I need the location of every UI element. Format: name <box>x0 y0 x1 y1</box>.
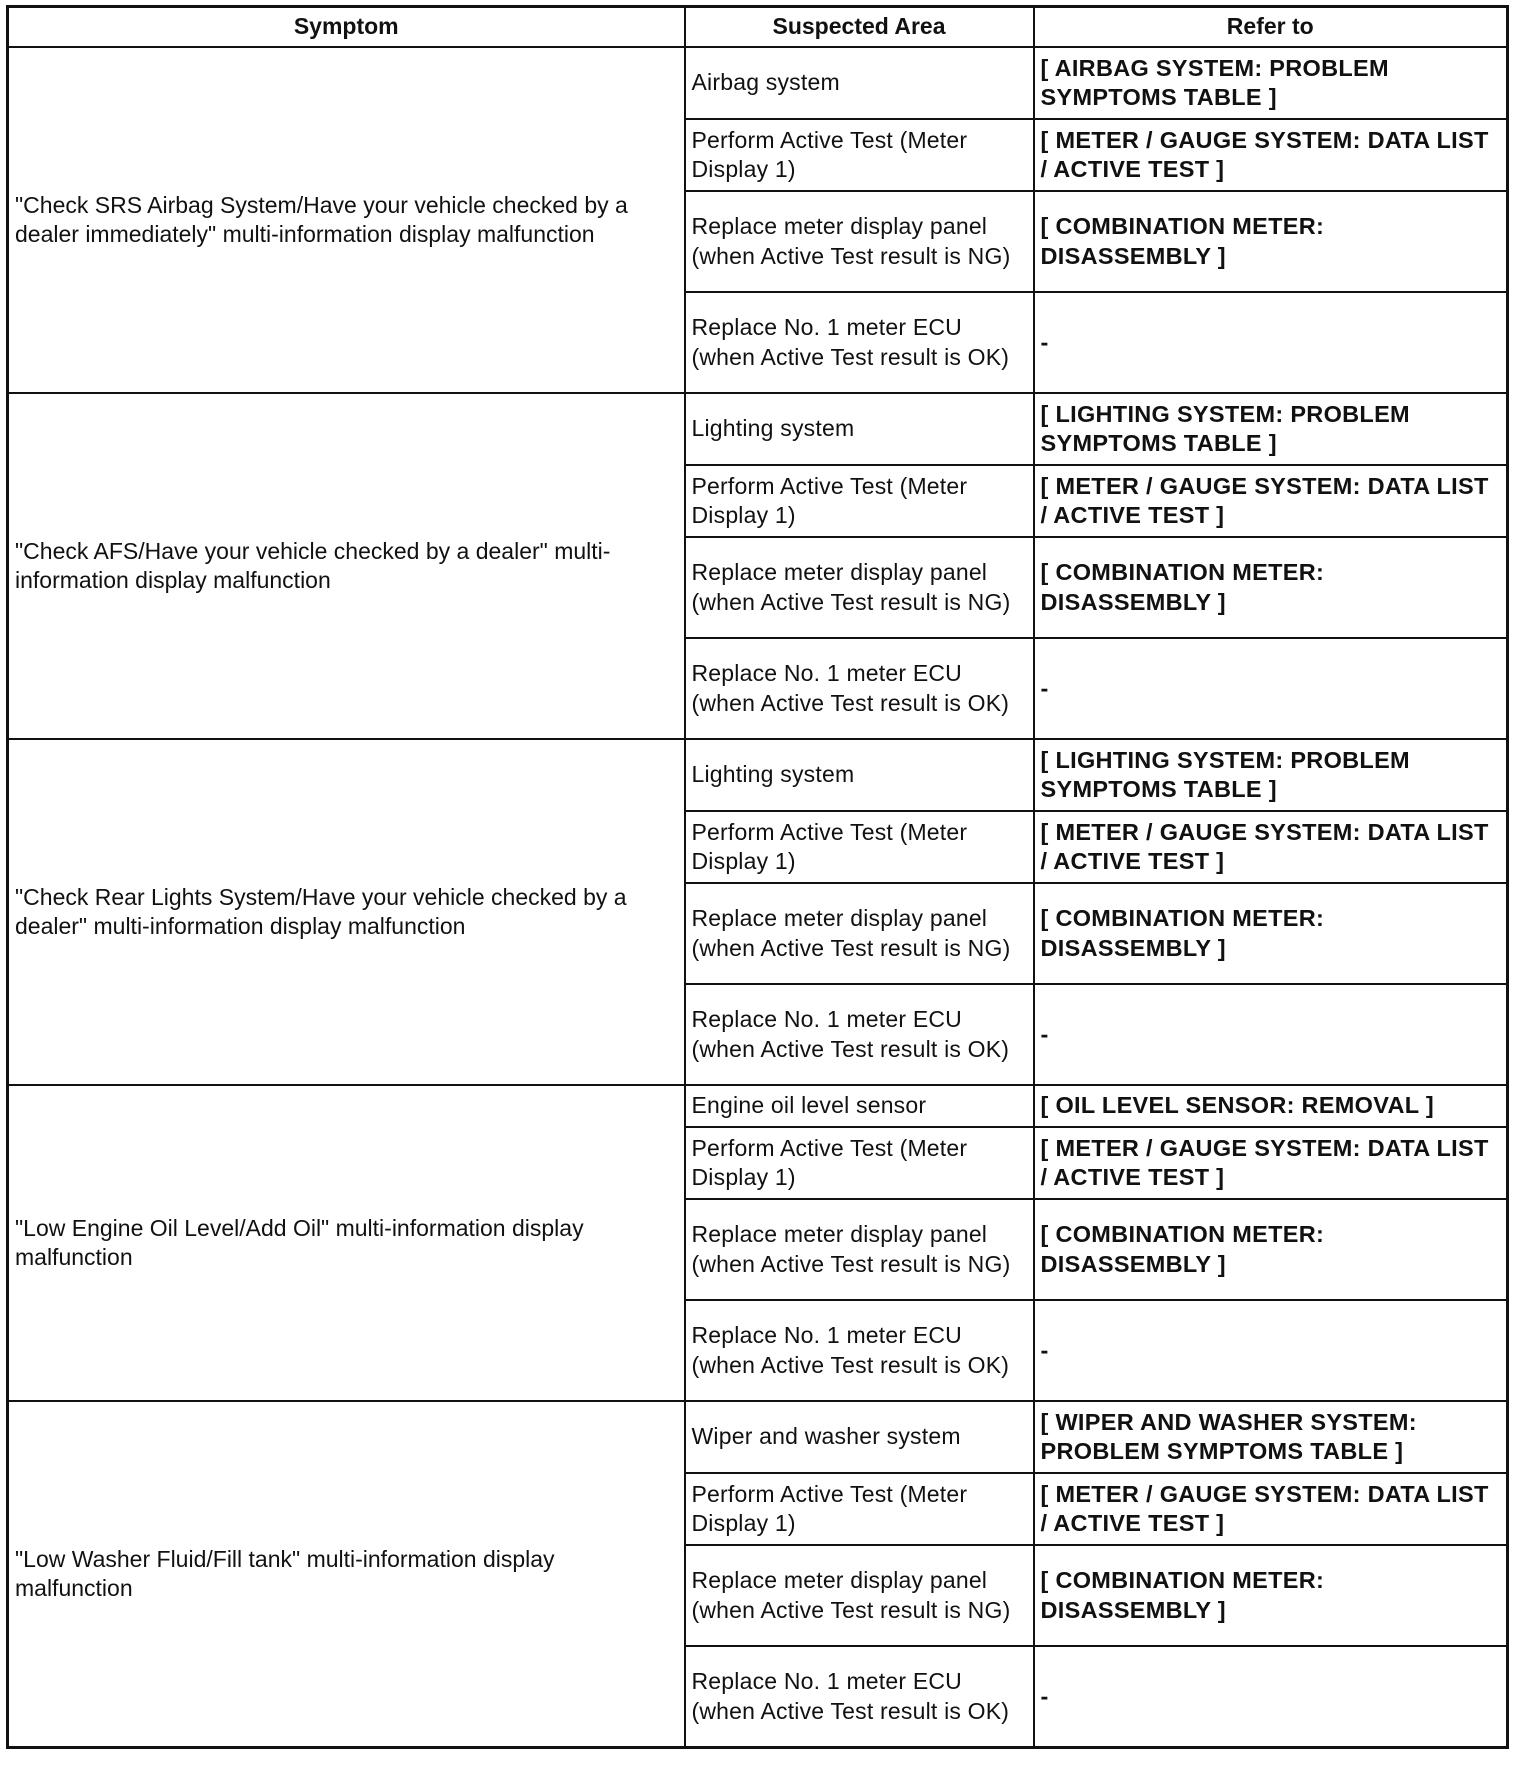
refer-to-link[interactable]: [ OIL LEVEL SENSOR: REMOVAL ] <box>1034 1085 1508 1127</box>
header-refer-to: Refer to <box>1034 7 1508 48</box>
suspected-area-cell: Perform Active Test (Meter Display 1) <box>685 465 1034 537</box>
refer-to-link[interactable]: [ METER / GAUGE SYSTEM: DATA LIST / ACTIVE TEST ] <box>1034 465 1508 537</box>
refer-to-cell: - <box>1034 984 1508 1085</box>
refer-to-link[interactable]: [ METER / GAUGE SYSTEM: DATA LIST / ACTIVE TEST ] <box>1034 1473 1508 1545</box>
header-symptom: Symptom <box>8 7 685 48</box>
refer-to-cell: - <box>1034 638 1508 739</box>
suspected-area-cell: Airbag system <box>685 47 1034 119</box>
refer-to-link[interactable]: [ COMBINATION METER: DISASSEMBLY ] <box>1034 1545 1508 1646</box>
suspected-area-cell: Replace meter display panel (when Active Test result is NG) <box>685 1545 1034 1646</box>
suspected-area-cell: Wiper and washer system <box>685 1401 1034 1473</box>
refer-to-link[interactable]: [ WIPER AND WASHER SYSTEM: PROBLEM SYMPTOMS TABLE ] <box>1034 1401 1508 1473</box>
symptom-cell: "Check SRS Airbag System/Have your vehicle checked by a dealer immediately" multi-information display malfunction <box>8 47 685 393</box>
suspected-area-cell: Lighting system <box>685 393 1034 465</box>
suspected-area-cell: Replace No. 1 meter ECU (when Active Test result is OK) <box>685 638 1034 739</box>
problem-symptoms-table <box>6 5 1509 1749</box>
header-suspected-area: Suspected Area <box>685 7 1034 48</box>
table-row <box>8 1085 1508 1127</box>
refer-to-link[interactable]: [ METER / GAUGE SYSTEM: DATA LIST / ACTIVE TEST ] <box>1034 1127 1508 1199</box>
table-row <box>8 739 1508 811</box>
table-body <box>8 47 1508 1748</box>
suspected-area-cell: Lighting system <box>685 739 1034 811</box>
refer-to-link[interactable]: [ LIGHTING SYSTEM: PROBLEM SYMPTOMS TABLE ] <box>1034 739 1508 811</box>
refer-to-link[interactable]: [ COMBINATION METER: DISASSEMBLY ] <box>1034 883 1508 984</box>
suspected-area-cell: Engine oil level sensor <box>685 1085 1034 1127</box>
refer-to-link[interactable]: [ METER / GAUGE SYSTEM: DATA LIST / ACTIVE TEST ] <box>1034 811 1508 883</box>
table-header <box>8 7 1508 48</box>
suspected-area-cell: Perform Active Test (Meter Display 1) <box>685 1127 1034 1199</box>
refer-to-link[interactable]: [ COMBINATION METER: DISASSEMBLY ] <box>1034 537 1508 638</box>
suspected-area-cell: Perform Active Test (Meter Display 1) <box>685 811 1034 883</box>
suspected-area-cell: Replace No. 1 meter ECU (when Active Test result is OK) <box>685 1300 1034 1401</box>
suspected-area-cell: Replace meter display panel (when Active Test result is NG) <box>685 1199 1034 1300</box>
symptom-cell: "Check AFS/Have your vehicle checked by a dealer" multi-information display malfunction <box>8 393 685 739</box>
header-row <box>8 7 1508 48</box>
table-row <box>8 47 1508 119</box>
refer-to-link[interactable]: [ COMBINATION METER: DISASSEMBLY ] <box>1034 1199 1508 1300</box>
refer-to-link[interactable]: [ COMBINATION METER: DISASSEMBLY ] <box>1034 191 1508 292</box>
suspected-area-cell: Perform Active Test (Meter Display 1) <box>685 1473 1034 1545</box>
refer-to-link[interactable]: [ METER / GAUGE SYSTEM: DATA LIST / ACTIVE TEST ] <box>1034 119 1508 191</box>
suspected-area-cell: Replace meter display panel (when Active Test result is NG) <box>685 537 1034 638</box>
refer-to-cell: - <box>1034 292 1508 393</box>
suspected-area-cell: Replace No. 1 meter ECU (when Active Test result is OK) <box>685 1646 1034 1748</box>
suspected-area-cell: Replace No. 1 meter ECU (when Active Test result is OK) <box>685 984 1034 1085</box>
refer-to-cell: - <box>1034 1646 1508 1748</box>
suspected-area-cell: Replace meter display panel (when Active Test result is NG) <box>685 191 1034 292</box>
refer-to-link[interactable]: [ AIRBAG SYSTEM: PROBLEM SYMPTOMS TABLE ] <box>1034 47 1508 119</box>
symptom-cell: "Check Rear Lights System/Have your vehicle checked by a dealer" multi-information display malfunction <box>8 739 685 1085</box>
symptom-cell: "Low Engine Oil Level/Add Oil" multi-information display malfunction <box>8 1085 685 1401</box>
suspected-area-cell: Perform Active Test (Meter Display 1) <box>685 119 1034 191</box>
suspected-area-cell: Replace meter display panel (when Active Test result is NG) <box>685 883 1034 984</box>
symptom-cell: "Low Washer Fluid/Fill tank" multi-information display malfunction <box>8 1401 685 1748</box>
refer-to-cell: - <box>1034 1300 1508 1401</box>
table-row <box>8 1401 1508 1473</box>
table-row <box>8 393 1508 465</box>
refer-to-link[interactable]: [ LIGHTING SYSTEM: PROBLEM SYMPTOMS TABLE ] <box>1034 393 1508 465</box>
suspected-area-cell: Replace No. 1 meter ECU (when Active Test result is OK) <box>685 292 1034 393</box>
